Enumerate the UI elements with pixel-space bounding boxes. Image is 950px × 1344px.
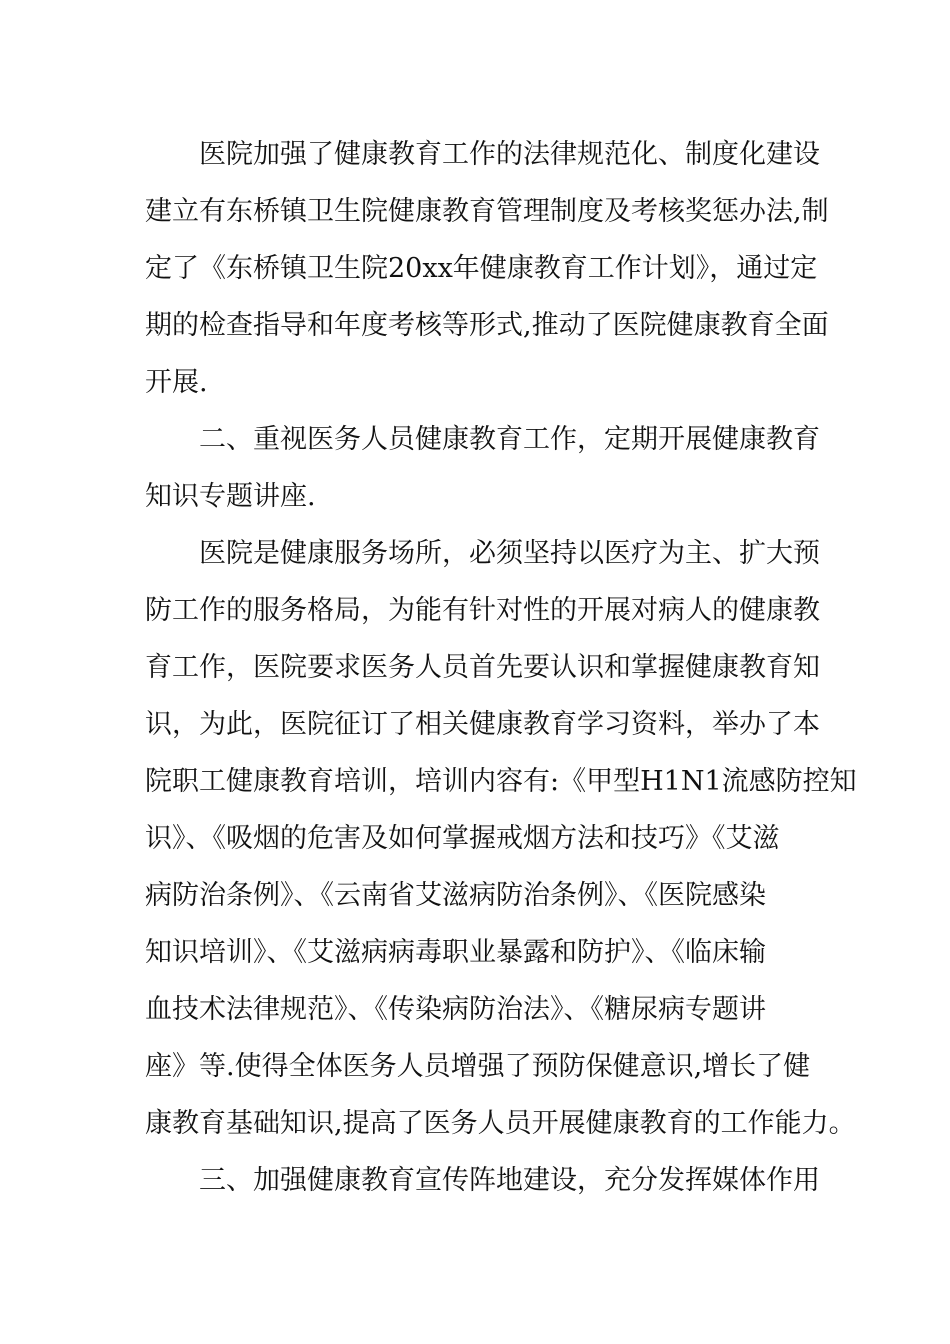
text-line: 防工作的服务格局，为能有针对性的开展对病人的健康教 xyxy=(145,595,820,626)
text-line: 医院加强了健康教育工作的法律规范化、制度化建设 xyxy=(199,139,820,170)
section-heading-three xyxy=(145,1152,820,1209)
paragraph-staff-training xyxy=(145,525,857,1152)
document-body xyxy=(145,126,857,1209)
text-line: 识，为此，医院征订了相关健康教育学习资料，举办了本 xyxy=(145,709,820,740)
text-line: 血技术法律规范》、《传染病防治法》、《糖尿病专题讲 xyxy=(145,994,766,1025)
text-line: 康教育基础知识,提高了医务人员开展健康教育的工作能力。 xyxy=(145,1108,856,1139)
text-line: 医院是健康服务场所，必须坚持以医疗为主、扩大预 xyxy=(199,538,820,569)
text-line: 开展. xyxy=(145,367,208,398)
text-line: 建立有东桥镇卫生院健康教育管理制度及考核奖惩办法,制 xyxy=(145,196,829,227)
text-line: 二、重视医务人员健康教育工作，定期开展健康教育 xyxy=(199,424,820,455)
paragraph-health-education-regulation xyxy=(145,126,829,411)
text-line: 识》、《吸烟的危害及如何掌握戒烟方法和技巧》《艾滋 xyxy=(145,823,780,854)
text-line: 病防治条例》、《云南省艾滋病防治条例》、《医院感染 xyxy=(145,880,766,911)
text-line: 座》等.使得全体医务人员增强了预防保健意识,增长了健 xyxy=(145,1051,811,1082)
text-line: 三、加强健康教育宣传阵地建设，充分发挥媒体作用 xyxy=(199,1165,820,1196)
text-line: 期的检查指导和年度考核等形式,推动了医院健康教育全面 xyxy=(145,310,829,341)
text-line: 院职工健康教育培训，培训内容有:《甲型H1N1流感防控知 xyxy=(145,766,857,797)
section-heading-two xyxy=(145,411,820,525)
text-line: 育工作，医院要求医务人员首先要认识和掌握健康教育知 xyxy=(145,652,820,683)
text-line: 知识专题讲座. xyxy=(145,481,316,512)
text-line: 定了《东桥镇卫生院20xx年健康教育工作计划》，通过定 xyxy=(145,253,818,284)
text-line: 知识培训》、《艾滋病病毒职业暴露和防护》、《临床输 xyxy=(145,937,766,968)
